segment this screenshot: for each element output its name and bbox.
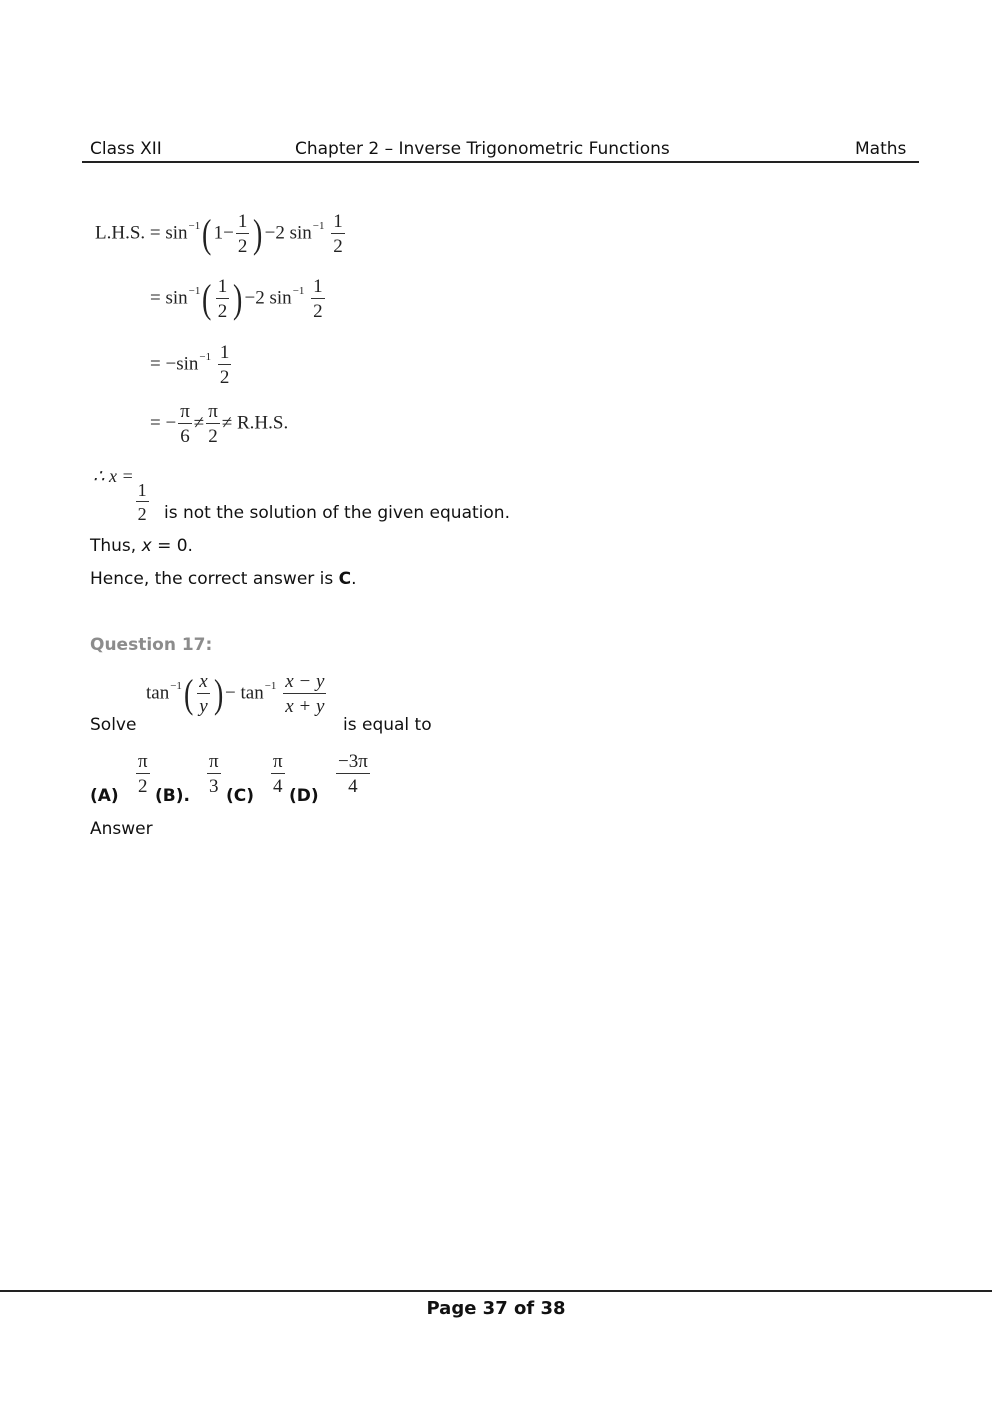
- therefore-line: [93, 466, 151, 523]
- header-divider: [82, 161, 919, 163]
- fraction: [178, 402, 192, 446]
- denominator: 2: [313, 301, 323, 322]
- variable-x: x: [141, 536, 152, 556]
- question-expression: [146, 672, 328, 716]
- numerator: x − y: [285, 671, 325, 692]
- minus-two: −2: [244, 287, 265, 309]
- right-paren: ): [233, 276, 243, 321]
- denominator: 2: [217, 301, 228, 322]
- numerator: x: [199, 671, 208, 692]
- fraction: [207, 752, 221, 796]
- answer-label: Answer: [90, 819, 153, 839]
- not-equal-sign: ≠: [193, 412, 205, 434]
- footer-divider: [0, 1290, 992, 1292]
- fraction: [271, 752, 285, 796]
- one-minus: 1−: [213, 222, 234, 244]
- thus-prefix: Thus,: [90, 536, 142, 556]
- answer-letter: C: [338, 569, 352, 589]
- sin-func: sin: [269, 287, 292, 309]
- option-a-label: (A): [90, 786, 119, 806]
- equation-line-2: [150, 277, 327, 321]
- numerator: 1: [137, 480, 147, 500]
- header-subject: Maths: [855, 139, 907, 159]
- inverse-superscript: −1: [264, 680, 277, 693]
- equation-line-3: [150, 343, 233, 387]
- fraction: [218, 343, 232, 387]
- sin-func: sin: [165, 222, 188, 244]
- denominator: 4: [273, 776, 283, 797]
- equation-line-4: [150, 402, 288, 446]
- lhs-label: L.H.S. =: [95, 222, 161, 244]
- tan-func: tan: [146, 682, 170, 704]
- option-a-value: [134, 752, 152, 796]
- left-paren: (: [202, 276, 212, 321]
- thus-suffix: = 0.: [151, 536, 193, 556]
- thus-line: [90, 536, 193, 556]
- inverse-superscript: −1: [199, 351, 212, 364]
- numerator: −3π: [338, 751, 368, 772]
- denominator: 2: [137, 504, 147, 524]
- minus-sign: −: [225, 682, 236, 704]
- numerator: π: [273, 751, 283, 772]
- inverse-superscript: −1: [188, 285, 201, 298]
- tan-func: tan: [240, 682, 264, 704]
- left-paren: (: [183, 671, 194, 716]
- therefore-text: is not the solution of the given equation.: [164, 503, 510, 523]
- hence-line: [90, 569, 357, 589]
- numerator: π: [209, 751, 219, 772]
- header-class: Class XII: [90, 139, 162, 159]
- fraction: [311, 277, 325, 321]
- page-number: Page 37 of 38: [426, 1298, 566, 1319]
- denominator: 4: [348, 776, 358, 797]
- fraction: [136, 752, 150, 796]
- question-heading: Question 17:: [90, 635, 213, 655]
- period: .: [351, 569, 357, 589]
- numerator: 1: [219, 342, 230, 363]
- fraction: [331, 212, 345, 256]
- right-paren: ): [253, 211, 263, 256]
- sin-func: sin: [289, 222, 312, 244]
- numerator: 1: [237, 211, 248, 232]
- numerator: 1: [333, 211, 343, 232]
- inverse-superscript: −1: [292, 285, 305, 298]
- right-paren: ): [213, 671, 224, 716]
- option-d-value: [334, 752, 372, 796]
- denominator: x + y: [285, 696, 325, 717]
- denominator: 2: [237, 236, 248, 257]
- inverse-superscript: −1: [188, 220, 201, 233]
- solve-label: Solve: [90, 715, 137, 735]
- denominator: y: [199, 696, 208, 717]
- numerator: π: [208, 401, 218, 422]
- minus-two: −2: [264, 222, 285, 244]
- header-chapter-title: Chapter 2 – Inverse Trigonometric Functions: [295, 139, 670, 159]
- fraction: [136, 481, 149, 523]
- option-c-value: [269, 752, 287, 796]
- hence-text: Hence, the correct answer is: [90, 569, 339, 589]
- numerator: 1: [313, 276, 323, 297]
- numerator: 1: [217, 276, 228, 297]
- equals-minus: = −: [150, 412, 177, 434]
- option-c-label: (C): [226, 786, 255, 806]
- denominator: 2: [208, 426, 218, 447]
- denominator: 6: [180, 426, 190, 447]
- equals-sign: =: [150, 287, 161, 309]
- fraction: [197, 672, 209, 716]
- not-equal-sign: ≠: [221, 412, 233, 434]
- fraction: [336, 752, 370, 796]
- numerator: π: [138, 751, 148, 772]
- option-b-label: (B).: [155, 786, 190, 806]
- sin-func: sin: [176, 353, 199, 375]
- left-paren: (: [202, 211, 212, 256]
- fraction: [283, 672, 326, 716]
- sin-func: sin: [165, 287, 188, 309]
- denominator: 2: [219, 367, 230, 388]
- option-b-value: [205, 752, 223, 796]
- denominator: 2: [333, 236, 343, 257]
- equation-line-1: [95, 212, 347, 256]
- option-d-label: (D): [289, 786, 319, 806]
- inverse-superscript: −1: [170, 680, 182, 693]
- inverse-superscript: −1: [312, 220, 325, 233]
- fraction: [236, 212, 250, 256]
- fraction: [216, 277, 230, 321]
- rhs-label: R.H.S.: [237, 412, 289, 434]
- question-suffix: is equal to: [343, 715, 432, 735]
- therefore-prefix: ∴ x =: [93, 466, 134, 486]
- equals-minus: = −: [150, 353, 177, 375]
- denominator: 2: [138, 776, 148, 797]
- fraction: [206, 402, 220, 446]
- denominator: 3: [209, 776, 219, 797]
- numerator: π: [180, 401, 190, 422]
